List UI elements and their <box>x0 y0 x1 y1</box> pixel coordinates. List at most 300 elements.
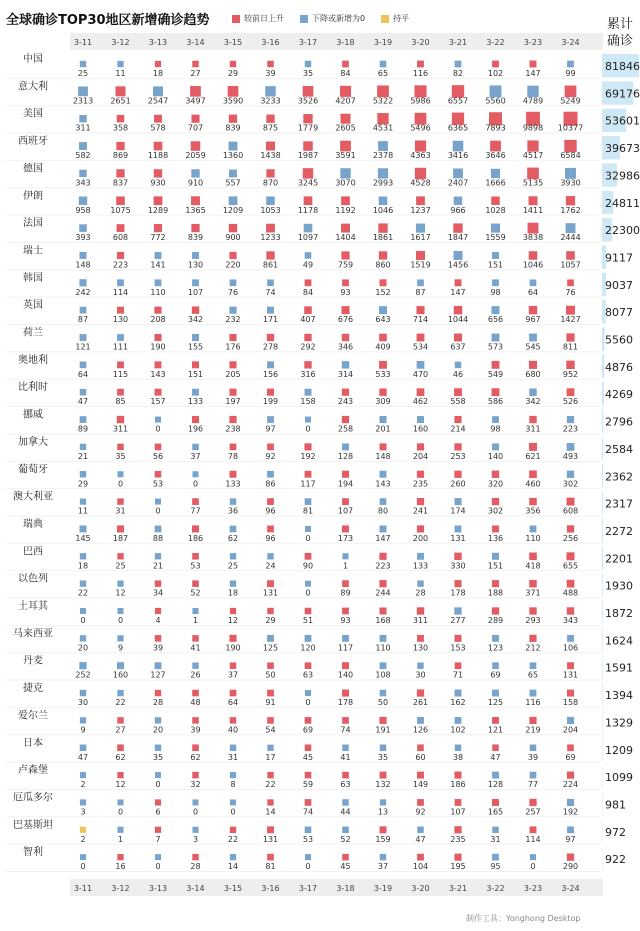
value-marker <box>305 827 312 834</box>
value-label: 2605 <box>335 123 356 133</box>
value-label: 5249 <box>560 96 581 106</box>
value-marker <box>567 799 574 806</box>
value-marker <box>118 608 124 614</box>
value-label: 0 <box>155 780 161 790</box>
value-marker <box>304 443 311 450</box>
value-label: 131 <box>262 834 279 844</box>
value-marker <box>377 113 388 124</box>
value-label: 573 <box>487 342 504 352</box>
value-label: 586 <box>487 397 504 407</box>
value-label: 0 <box>155 862 161 872</box>
value-label: 128 <box>337 451 354 461</box>
value-label: 343 <box>562 616 579 625</box>
value-marker <box>567 690 574 697</box>
value-label: 358 <box>112 123 129 133</box>
value-label: 316 <box>300 369 316 379</box>
value-label: 44 <box>340 807 351 817</box>
value-marker <box>567 826 574 833</box>
value-label: 346 <box>337 342 354 352</box>
value-marker <box>303 168 313 178</box>
value-label: 77 <box>527 780 539 790</box>
value-marker <box>529 361 537 369</box>
country-label: 英国 <box>23 300 43 312</box>
value-marker <box>230 444 237 451</box>
value-marker <box>230 471 237 478</box>
value-label: 930 <box>150 178 166 188</box>
value-marker <box>566 251 575 260</box>
country-label: 伊朗 <box>23 190 43 202</box>
value-label: 136 <box>487 533 504 543</box>
value-marker <box>116 142 124 150</box>
value-label: 302 <box>562 479 579 489</box>
value-label: 35 <box>115 451 126 461</box>
value-marker <box>455 717 462 724</box>
value-marker <box>567 471 574 478</box>
value-label: 63 <box>340 780 351 790</box>
value-marker <box>80 690 86 696</box>
value-marker <box>305 744 312 751</box>
value-label: 63 <box>302 670 314 680</box>
value-marker <box>266 224 275 233</box>
cumulative-value: 1394 <box>605 689 633 703</box>
value-label: 35 <box>302 69 314 78</box>
value-label: 277 <box>450 616 466 625</box>
value-label: 5560 <box>485 96 506 106</box>
value-marker <box>567 772 574 779</box>
value-label: 158 <box>562 698 579 708</box>
value-marker <box>492 827 498 833</box>
value-marker <box>529 799 536 806</box>
date-label-bottom: 3-14 <box>186 884 205 893</box>
value-marker <box>118 471 124 477</box>
value-marker <box>229 389 236 396</box>
value-label: 18 <box>152 69 164 78</box>
value-label: 47 <box>415 834 426 844</box>
value-label: 0 <box>305 424 311 434</box>
value-marker <box>80 525 87 532</box>
value-marker <box>491 196 500 205</box>
value-label: 117 <box>337 643 354 653</box>
value-label: 39 <box>527 752 539 762</box>
value-marker <box>79 197 87 205</box>
value-label: 223 <box>375 561 391 571</box>
value-label: 1209 <box>222 205 244 215</box>
value-marker <box>230 498 236 504</box>
value-label: 145 <box>75 533 91 543</box>
value-label: 29 <box>265 616 276 625</box>
cumulative-value: 53601 <box>605 114 640 128</box>
value-label: 24 <box>265 561 276 571</box>
value-label: 4363 <box>410 151 431 161</box>
value-marker <box>530 662 537 669</box>
value-marker <box>304 334 311 341</box>
value-label: 582 <box>75 151 91 161</box>
value-marker <box>454 854 461 861</box>
value-marker <box>455 279 462 286</box>
value-label: 74 <box>302 807 314 817</box>
value-label: 4531 <box>372 123 394 133</box>
value-marker <box>267 745 273 751</box>
value-label: 81 <box>302 506 314 516</box>
value-marker <box>380 772 387 779</box>
value-label: 20 <box>152 725 164 735</box>
value-marker <box>529 717 536 724</box>
country-label: 捷克 <box>23 683 43 695</box>
value-label: 69 <box>302 725 314 735</box>
value-marker <box>417 553 424 560</box>
value-marker <box>230 662 236 668</box>
value-marker <box>229 196 238 205</box>
value-marker <box>530 690 537 697</box>
value-label: 127 <box>150 670 166 680</box>
date-label-top: 3-21 <box>448 38 468 47</box>
value-label: 53 <box>302 834 314 844</box>
value-label: 545 <box>525 342 541 352</box>
cumulative-bar <box>602 601 603 624</box>
value-marker <box>267 498 274 505</box>
date-label-bottom: 3-21 <box>448 884 468 893</box>
value-marker <box>417 662 423 668</box>
value-label: 18 <box>77 561 89 571</box>
value-marker <box>380 498 387 505</box>
value-label: 186 <box>187 533 204 543</box>
value-marker <box>117 252 124 259</box>
value-marker <box>342 662 349 669</box>
value-label: 159 <box>375 834 391 844</box>
value-marker <box>303 86 314 97</box>
value-marker <box>492 443 499 450</box>
value-marker <box>192 361 199 368</box>
value-label: 64 <box>77 369 89 379</box>
value-label: 680 <box>525 369 541 379</box>
cumulative-bar <box>602 410 603 433</box>
value-label: 121 <box>75 342 91 352</box>
country-label: 韩国 <box>23 272 43 284</box>
value-label: 89 <box>340 588 351 598</box>
value-label: 260 <box>450 479 466 489</box>
value-label: 241 <box>412 506 429 516</box>
value-marker <box>380 690 387 697</box>
value-marker <box>266 196 275 205</box>
value-label: 2378 <box>372 151 394 161</box>
country-label: 奥地利 <box>18 354 48 366</box>
value-label: 47 <box>490 752 501 762</box>
value-label: 21 <box>152 561 164 571</box>
value-label: 173 <box>337 533 354 543</box>
value-label: 342 <box>187 315 204 325</box>
value-marker <box>417 334 425 342</box>
value-label: 59 <box>302 780 314 790</box>
value-marker <box>342 744 349 751</box>
value-marker <box>115 86 125 96</box>
value-marker <box>304 196 313 205</box>
value-marker <box>492 799 499 806</box>
value-marker <box>492 416 499 423</box>
value-marker <box>155 389 162 396</box>
value-label: 235 <box>450 834 466 844</box>
value-marker <box>454 197 462 205</box>
value-marker <box>155 444 162 451</box>
value-label: 2993 <box>372 178 394 188</box>
value-label: 22 <box>77 588 89 598</box>
value-label: 27 <box>190 69 201 78</box>
cumulative-value: 1591 <box>605 661 633 675</box>
date-label-top: 3-16 <box>261 38 280 47</box>
value-marker <box>454 498 461 505</box>
cumulative-bar <box>602 574 603 597</box>
value-marker <box>191 169 199 177</box>
value-marker <box>192 690 199 697</box>
cumulative-bar <box>602 656 603 679</box>
value-label: 3 <box>192 834 199 844</box>
value-label: 89 <box>77 424 89 434</box>
value-label: 99 <box>565 69 576 78</box>
cumulative-bar <box>602 437 603 460</box>
cumulative-value: 5560 <box>605 333 633 347</box>
value-label: 860 <box>375 260 391 270</box>
value-marker <box>379 553 386 560</box>
value-marker <box>342 553 348 559</box>
cumulative-value: 39673 <box>605 142 640 156</box>
date-label-top: 3-19 <box>373 38 393 47</box>
value-marker <box>528 223 539 234</box>
value-marker <box>567 607 574 614</box>
value-label: 869 <box>112 151 129 161</box>
value-label: 2547 <box>147 96 169 106</box>
value-marker <box>117 662 124 669</box>
value-marker <box>80 717 86 723</box>
value-label: 64 <box>227 698 239 708</box>
value-label: 62 <box>227 533 239 543</box>
value-marker <box>155 745 161 751</box>
value-marker <box>492 662 499 669</box>
value-label: 104 <box>412 862 429 872</box>
value-label: 314 <box>337 369 354 379</box>
value-marker <box>117 115 124 122</box>
date-label-bottom: 3-13 <box>148 884 168 893</box>
value-marker <box>155 799 161 805</box>
value-marker <box>341 224 350 233</box>
value-marker <box>492 279 499 286</box>
value-marker <box>267 279 274 286</box>
value-marker <box>80 799 86 805</box>
value-label: 224 <box>562 780 579 790</box>
value-marker <box>267 826 274 833</box>
date-label-bottom: 3-24 <box>561 884 580 893</box>
value-marker <box>529 388 536 395</box>
value-label: 178 <box>337 698 354 708</box>
value-label: 22 <box>115 698 126 708</box>
value-marker <box>192 662 198 668</box>
value-label: 98 <box>490 424 501 434</box>
value-marker <box>267 690 274 697</box>
value-marker <box>530 526 537 533</box>
value-label: 3838 <box>522 233 544 243</box>
value-label: 20 <box>77 643 89 653</box>
value-label: 0 <box>155 424 161 434</box>
value-marker <box>154 196 163 205</box>
value-label: 900 <box>225 233 241 243</box>
date-label-top: 3-22 <box>486 38 505 47</box>
value-label: 62 <box>190 752 201 762</box>
value-marker <box>417 772 424 779</box>
value-marker <box>229 224 237 232</box>
value-marker <box>492 635 499 642</box>
value-marker <box>529 416 536 423</box>
chart-title: 全球确诊TOP30地区新增确诊趋势 <box>6 13 210 28</box>
value-label: 875 <box>262 123 279 133</box>
value-marker <box>529 498 536 505</box>
value-marker <box>155 526 162 533</box>
value-marker <box>415 168 426 179</box>
value-marker <box>379 306 387 314</box>
value-label: 116 <box>525 698 541 708</box>
value-marker <box>155 499 161 505</box>
value-marker <box>192 279 199 286</box>
value-label: 223 <box>562 424 579 434</box>
value-marker <box>454 553 461 560</box>
value-marker <box>417 525 424 532</box>
value-marker <box>230 799 236 805</box>
value-marker <box>490 141 501 152</box>
value-label: 0 <box>530 862 536 872</box>
value-label: 29 <box>77 479 89 489</box>
value-marker <box>342 361 349 368</box>
value-marker <box>417 744 424 751</box>
value-marker <box>80 471 86 477</box>
value-label: 131 <box>450 533 466 543</box>
value-label: 160 <box>412 424 429 434</box>
value-marker <box>529 580 537 588</box>
cumulative-value: 1930 <box>605 579 633 593</box>
value-label: 171 <box>262 315 279 325</box>
value-marker <box>265 86 275 96</box>
value-marker <box>379 389 386 396</box>
value-label: 201 <box>375 424 391 434</box>
value-label: 5322 <box>372 96 394 106</box>
cumulative-bar <box>602 683 603 706</box>
value-label: 4528 <box>410 178 431 188</box>
country-label: 挪威 <box>23 409 43 421</box>
value-label: 156 <box>262 369 279 379</box>
cumulative-value: 2362 <box>605 470 633 484</box>
value-label: 130 <box>412 643 429 653</box>
value-label: 92 <box>415 807 426 817</box>
country-label: 意大利 <box>18 81 48 93</box>
value-label: 168 <box>375 616 391 625</box>
value-label: 114 <box>525 834 541 844</box>
cumulative-value: 4269 <box>605 388 633 402</box>
value-label: 488 <box>562 588 579 598</box>
value-label: 35 <box>152 752 164 762</box>
value-label: 242 <box>75 287 91 297</box>
value-label: 111 <box>112 342 129 352</box>
value-marker <box>192 252 199 259</box>
value-marker <box>567 853 574 860</box>
value-label: 0 <box>230 807 236 817</box>
value-label: 293 <box>525 616 541 625</box>
value-marker <box>417 279 424 286</box>
date-label-top: 3-23 <box>523 38 543 47</box>
value-label: 343 <box>75 178 91 188</box>
value-label: 643 <box>375 315 391 325</box>
value-marker <box>303 114 312 123</box>
value-marker <box>417 416 424 423</box>
value-marker <box>417 361 425 369</box>
value-marker <box>117 361 124 368</box>
value-label: 219 <box>525 725 541 735</box>
value-label: 81 <box>265 862 276 872</box>
value-marker <box>267 61 273 67</box>
value-marker <box>567 443 575 451</box>
value-marker <box>379 717 386 724</box>
value-label: 549 <box>487 369 504 379</box>
value-marker <box>342 827 349 834</box>
value-label: 53 <box>152 479 164 489</box>
value-label: 76 <box>227 287 239 297</box>
value-label: 110 <box>375 643 391 653</box>
value-label: 244 <box>375 588 391 598</box>
value-marker <box>492 361 500 369</box>
value-label: 311 <box>412 616 429 625</box>
value-label: 309 <box>375 397 391 407</box>
value-marker <box>117 744 124 751</box>
value-marker <box>305 799 312 806</box>
value-marker <box>416 196 425 205</box>
value-label: 256 <box>562 533 579 543</box>
value-label: 41 <box>340 752 351 762</box>
value-label: 656 <box>487 315 504 325</box>
footer-note: 制作工具：Yonghong Desktop <box>466 914 581 923</box>
value-label: 3233 <box>260 96 281 106</box>
value-label: 74 <box>340 725 351 735</box>
value-marker <box>267 635 274 642</box>
cumulative-value: 922 <box>605 853 626 867</box>
value-label: 608 <box>562 506 579 516</box>
value-marker <box>342 279 349 286</box>
cumulative-value: 2272 <box>605 524 633 538</box>
value-label: 1762 <box>560 205 581 215</box>
value-label: 39 <box>152 643 164 653</box>
value-marker <box>417 635 424 642</box>
value-marker <box>117 334 124 341</box>
value-marker <box>79 224 87 232</box>
value-label: 40 <box>227 725 239 735</box>
value-label: 97 <box>565 834 576 844</box>
value-marker <box>154 307 161 314</box>
value-marker <box>230 827 236 833</box>
value-marker <box>380 826 387 833</box>
value-label: 330 <box>450 561 466 571</box>
value-label: 3245 <box>297 178 319 188</box>
value-marker <box>267 334 274 341</box>
cumulative-value: 1209 <box>605 743 633 757</box>
value-marker <box>530 826 537 833</box>
value-label: 1404 <box>335 233 356 243</box>
value-label: 34 <box>152 588 164 598</box>
value-marker <box>80 635 86 641</box>
value-label: 1028 <box>485 205 506 215</box>
value-label: 31 <box>115 506 126 516</box>
value-marker <box>340 114 350 124</box>
value-label: 21 <box>77 451 89 461</box>
value-label: 13 <box>377 807 389 817</box>
value-marker <box>454 416 461 423</box>
value-marker <box>117 635 123 641</box>
country-label: 卢森堡 <box>18 765 48 777</box>
value-marker <box>342 389 349 396</box>
value-marker <box>79 279 86 286</box>
